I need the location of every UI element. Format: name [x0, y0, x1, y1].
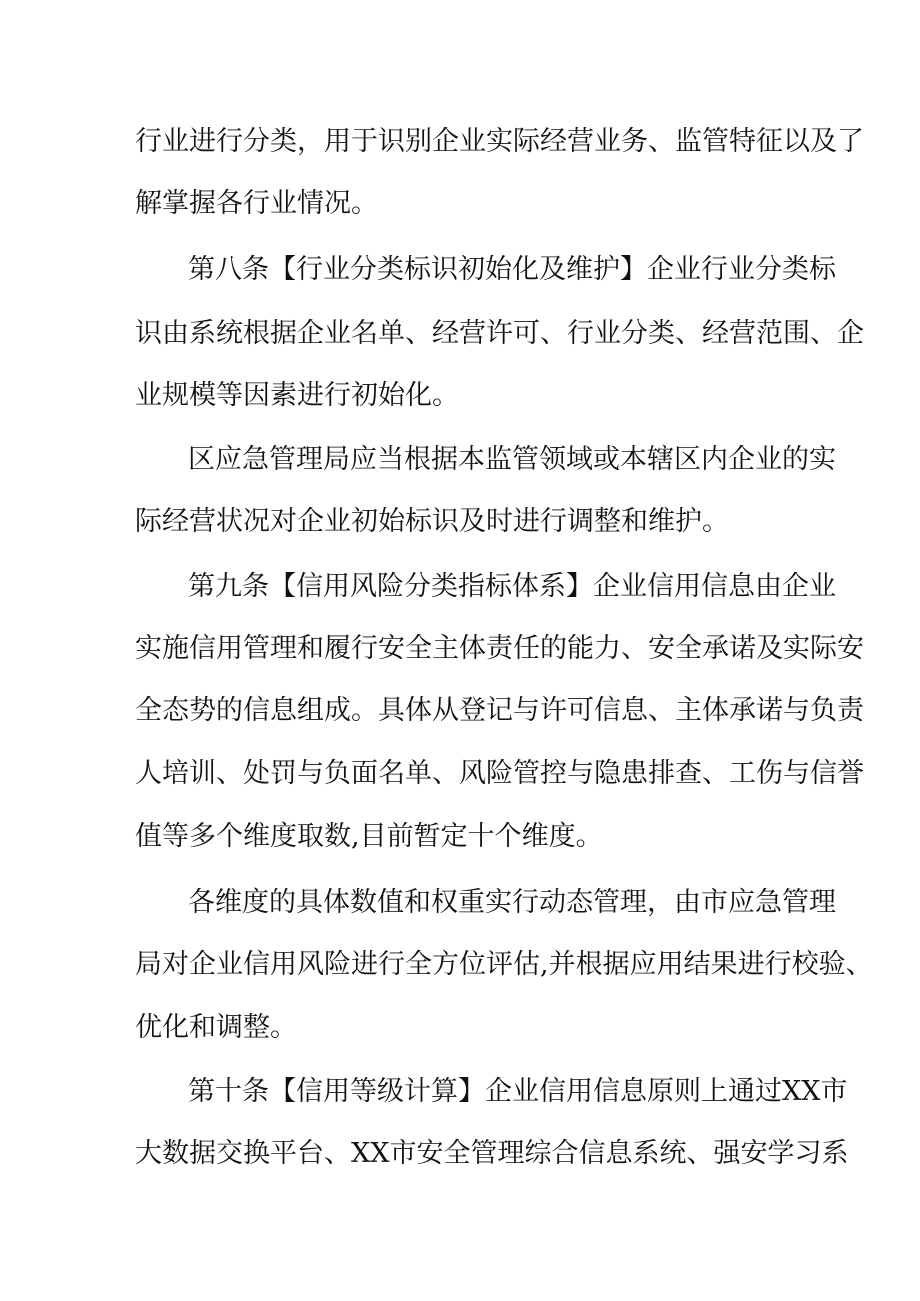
- text-line: 第九条【信用风险分类指标体系】企业信用信息由企业: [188, 571, 836, 602]
- text-line: 识由系统根据企业名单、经营许可、行业分类、经营范围、企: [135, 318, 864, 349]
- text-line: 实施信用管理和履行安全主体责任的能力、安全承诺及实际安: [135, 633, 864, 664]
- text-line: 区应急管理局应当根据本监管领域或本辖区内企业的实: [188, 444, 836, 475]
- text-line: 人培训、处罚与负面名单、风险管控与隐患排查、工伤与信誉: [135, 758, 864, 789]
- text-line: 全态势的信息组成。具体从登记与许可信息、主体承诺与负责: [135, 695, 864, 726]
- text-line: 大数据交换平台、XX市安全管理综合信息系统、强安学习系: [135, 1138, 849, 1169]
- text-line: 各维度的具体数值和权重实行动态管理，由市应急管理: [188, 887, 836, 918]
- text-line: 第十条【信用等级计算】企业信用信息原则上通过XX市: [188, 1076, 848, 1107]
- text-line: 业规模等因素进行初始化。: [135, 380, 459, 411]
- text-line: 际经营状况对企业初始标识及时进行调整和维护。: [135, 506, 729, 537]
- text-line: 局对企业信用风险进行全方位评估,并根据应用结果进行校验、: [135, 949, 873, 980]
- text-line: 行业进行分类，用于识别企业实际经营业务、监管特征以及了: [135, 126, 864, 157]
- text-line: 值等多个维度取数,目前暂定十个维度。: [135, 821, 603, 852]
- text-line: 解掌握各行业情况。: [135, 188, 378, 219]
- text-line: 优化和调整。: [135, 1012, 297, 1043]
- text-line: 第八条【行业分类标识初始化及维护】企业行业分类标: [188, 254, 836, 285]
